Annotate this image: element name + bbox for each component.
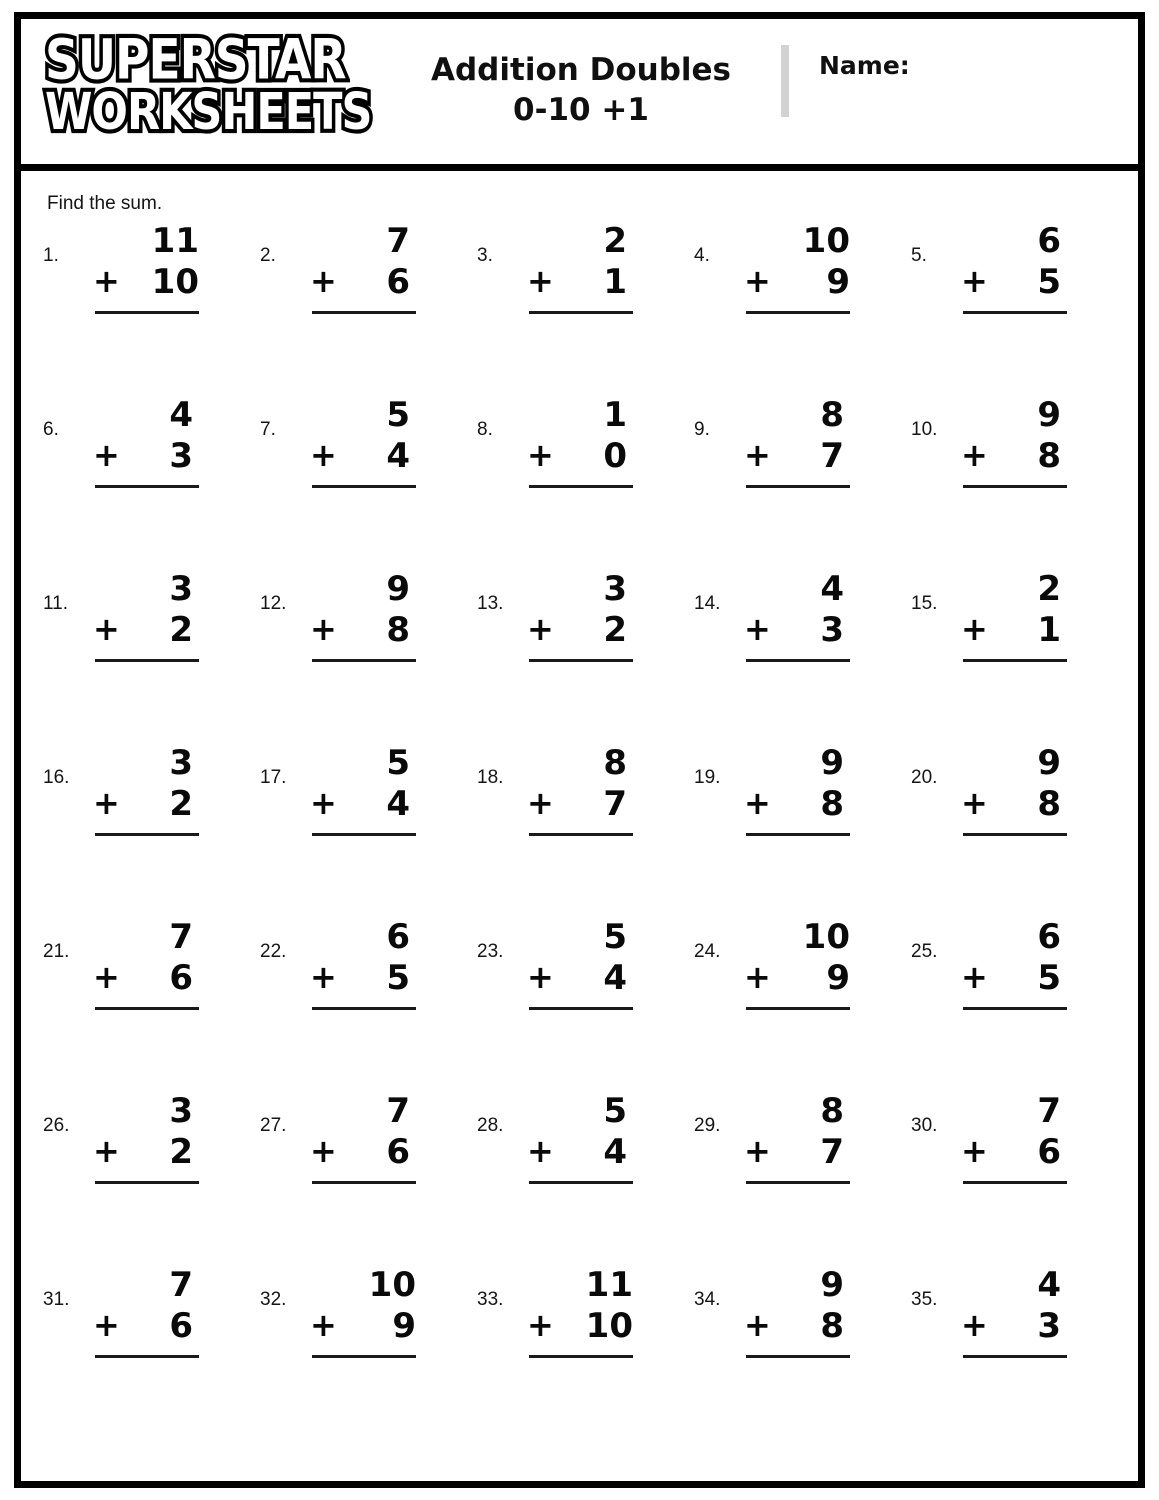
addend-top: 3 <box>603 569 627 609</box>
addend-top: 5 <box>603 1091 627 1131</box>
problem-stack <box>308 1091 420 1184</box>
problem-stack <box>308 1265 420 1358</box>
plus-icon: + <box>744 1132 771 1171</box>
addend-top: 11 <box>585 1265 633 1305</box>
problem-number: 17. <box>260 767 287 788</box>
answer-line[interactable] <box>95 311 199 314</box>
plus-icon: + <box>527 262 554 301</box>
addend-bottom-value: 5 <box>1037 262 1061 303</box>
addend-bottom <box>959 436 1071 477</box>
problem-number: 18. <box>477 767 504 788</box>
plus-icon: + <box>961 1132 988 1171</box>
answer-line[interactable] <box>963 1181 1067 1184</box>
answer-line[interactable] <box>312 485 416 488</box>
addend-bottom <box>959 784 1071 825</box>
answer-line[interactable] <box>312 311 416 314</box>
plus-icon: + <box>744 1306 771 1345</box>
addend-top: 8 <box>820 1091 844 1131</box>
addend-top: 6 <box>1037 221 1061 261</box>
addend-bottom-value: 9 <box>826 262 850 303</box>
problem-stack <box>525 743 637 836</box>
addend-bottom <box>308 784 420 825</box>
plus-icon: + <box>744 958 771 997</box>
addend-bottom <box>525 262 637 303</box>
plus-icon: + <box>961 1306 988 1345</box>
problem-item <box>903 743 1120 917</box>
addend-bottom <box>959 958 1071 999</box>
addend-bottom-value: 10 <box>151 262 199 303</box>
addend-bottom-value: 7 <box>820 1132 844 1173</box>
problem-item <box>252 917 469 1091</box>
addend-bottom <box>742 262 854 303</box>
addend-bottom <box>959 262 1071 303</box>
addend-bottom-value: 4 <box>386 784 410 825</box>
answer-line[interactable] <box>529 833 633 836</box>
answer-line[interactable] <box>312 1181 416 1184</box>
problem-item <box>469 1091 686 1265</box>
plus-icon: + <box>310 610 337 649</box>
answer-line[interactable] <box>963 485 1067 488</box>
problem-stack <box>959 743 1071 836</box>
page-title <box>381 19 781 130</box>
problem-number: 30. <box>911 1115 938 1136</box>
problem-item <box>35 917 252 1091</box>
problem-item <box>686 221 903 395</box>
problem-item <box>686 743 903 917</box>
problem-item <box>686 1265 903 1439</box>
problem-stack <box>525 1265 637 1358</box>
problem-item <box>469 743 686 917</box>
plus-icon: + <box>93 262 120 301</box>
plus-icon: + <box>961 958 988 997</box>
problem-stack <box>525 1091 637 1184</box>
answer-line[interactable] <box>963 659 1067 662</box>
addend-top: 6 <box>386 917 410 957</box>
problem-number: 7. <box>260 419 276 440</box>
addend-bottom-value: 5 <box>1037 958 1061 999</box>
addend-bottom <box>308 1132 420 1173</box>
logo-line-worksheets: WORKSHEETS <box>45 83 372 143</box>
answer-line[interactable] <box>746 485 850 488</box>
answer-line[interactable] <box>746 833 850 836</box>
problem-stack <box>742 1265 854 1358</box>
problem-stack <box>959 1091 1071 1184</box>
addend-top: 8 <box>603 743 627 783</box>
problem-number: 11. <box>43 593 69 614</box>
addend-bottom-value: 6 <box>169 1306 193 1347</box>
plus-icon: + <box>527 958 554 997</box>
addend-bottom-value: 5 <box>386 958 410 999</box>
problem-item <box>35 569 252 743</box>
addend-bottom-value: 4 <box>603 958 627 999</box>
problem-item <box>35 395 252 569</box>
addend-bottom <box>742 958 854 999</box>
answer-line[interactable] <box>963 833 1067 836</box>
addend-bottom <box>308 958 420 999</box>
addend-bottom-value: 7 <box>603 784 627 825</box>
answer-line[interactable] <box>95 1181 199 1184</box>
answer-line[interactable] <box>312 659 416 662</box>
addend-bottom <box>525 784 637 825</box>
addend-bottom-value: 8 <box>820 1306 844 1347</box>
problem-number: 35. <box>911 1289 938 1310</box>
addend-bottom <box>91 436 203 477</box>
addend-top: 5 <box>386 395 410 435</box>
plus-icon: + <box>961 610 988 649</box>
plus-icon: + <box>527 610 554 649</box>
answer-line[interactable] <box>963 311 1067 314</box>
plus-icon: + <box>310 1306 337 1345</box>
answer-line[interactable] <box>95 1007 199 1010</box>
problem-item <box>903 1091 1120 1265</box>
addend-top: 2 <box>1037 569 1061 609</box>
problem-number: 22. <box>260 941 287 962</box>
addend-bottom-value: 8 <box>386 610 410 651</box>
addend-top: 9 <box>820 1265 844 1305</box>
addend-bottom-value: 2 <box>603 610 627 651</box>
problem-number: 6. <box>43 419 59 440</box>
plus-icon: + <box>310 436 337 475</box>
worksheet-body <box>21 171 1138 1439</box>
plus-icon: + <box>744 436 771 475</box>
addend-bottom-value: 9 <box>826 958 850 999</box>
problem-stack <box>959 1265 1071 1358</box>
problem-item <box>469 395 686 569</box>
problem-number: 14. <box>694 593 721 614</box>
problem-stack <box>308 743 420 836</box>
plus-icon: + <box>93 1132 120 1171</box>
problem-number: 31. <box>43 1289 70 1310</box>
title-line-2: 0-10 +1 <box>513 91 649 128</box>
addend-top: 9 <box>820 743 844 783</box>
addend-bottom <box>742 610 854 651</box>
problem-stack <box>91 395 203 488</box>
addend-bottom <box>308 262 420 303</box>
addend-top: 4 <box>169 395 193 435</box>
problem-number: 25. <box>911 941 938 962</box>
problem-stack <box>742 743 854 836</box>
problem-stack <box>91 221 203 314</box>
addend-top: 3 <box>169 743 193 783</box>
brand-logo <box>21 19 381 143</box>
problem-stack <box>742 1091 854 1184</box>
plus-icon: + <box>527 1132 554 1171</box>
problem-stack <box>91 1091 203 1184</box>
addend-top: 9 <box>1037 395 1061 435</box>
addend-bottom-value: 6 <box>1037 1132 1061 1173</box>
addend-bottom-value: 0 <box>603 436 627 477</box>
addend-top: 7 <box>1037 1091 1061 1131</box>
addend-top: 8 <box>820 395 844 435</box>
problem-item <box>252 1265 469 1439</box>
problem-item <box>469 1265 686 1439</box>
answer-line[interactable] <box>95 833 199 836</box>
addend-top: 4 <box>820 569 844 609</box>
problem-number: 34. <box>694 1289 721 1310</box>
problem-item <box>903 395 1120 569</box>
worksheet-page <box>14 12 1145 1488</box>
answer-line[interactable] <box>746 1007 850 1010</box>
problem-stack <box>742 395 854 488</box>
problem-number: 13. <box>477 593 504 614</box>
plus-icon: + <box>961 784 988 823</box>
problem-number: 3. <box>477 245 493 266</box>
problem-item <box>35 221 252 395</box>
plus-icon: + <box>310 784 337 823</box>
plus-icon: + <box>310 958 337 997</box>
addend-bottom-value: 3 <box>820 610 844 651</box>
answer-line[interactable] <box>95 1355 199 1358</box>
plus-icon: + <box>93 610 120 649</box>
problem-stack <box>742 221 854 314</box>
problem-stack <box>91 743 203 836</box>
addend-bottom-value: 3 <box>169 436 193 477</box>
addend-top: 10 <box>802 917 850 957</box>
addend-top: 9 <box>386 569 410 609</box>
problem-number: 9. <box>694 419 710 440</box>
name-field-area <box>781 19 1138 117</box>
problem-item <box>252 395 469 569</box>
addend-bottom-value: 2 <box>169 610 193 651</box>
plus-icon: + <box>93 958 120 997</box>
title-line-1: Addition Doubles <box>431 52 731 88</box>
answer-line[interactable] <box>95 659 199 662</box>
problem-number: 32. <box>260 1289 287 1310</box>
addend-bottom <box>308 1306 420 1347</box>
addend-top: 5 <box>386 743 410 783</box>
addend-bottom-value: 6 <box>169 958 193 999</box>
addend-bottom-value: 3 <box>1037 1306 1061 1347</box>
addend-top: 10 <box>802 221 850 261</box>
answer-line[interactable] <box>312 1355 416 1358</box>
answer-line[interactable] <box>312 833 416 836</box>
addend-top: 10 <box>368 1265 416 1305</box>
addend-bottom <box>91 1306 203 1347</box>
addend-bottom <box>525 958 637 999</box>
problem-number: 2. <box>260 245 276 266</box>
plus-icon: + <box>93 784 120 823</box>
plus-icon: + <box>527 1306 554 1345</box>
problem-number: 26. <box>43 1115 70 1136</box>
problem-item <box>903 221 1120 395</box>
problem-stack <box>959 569 1071 662</box>
problem-stack <box>308 569 420 662</box>
answer-line[interactable] <box>529 485 633 488</box>
answer-line[interactable] <box>529 1181 633 1184</box>
problem-item <box>469 221 686 395</box>
addend-bottom <box>742 436 854 477</box>
problem-number: 15. <box>911 593 938 614</box>
problem-number: 20. <box>911 767 938 788</box>
plus-icon: + <box>961 436 988 475</box>
plus-icon: + <box>744 610 771 649</box>
plus-icon: + <box>310 262 337 301</box>
problem-number: 4. <box>694 245 710 266</box>
problem-stack <box>308 395 420 488</box>
problem-stack <box>742 917 854 1010</box>
problem-item <box>252 221 469 395</box>
problem-number: 24. <box>694 941 721 962</box>
plus-icon: + <box>744 262 771 301</box>
logo-line-superstar: SUPERSTAR <box>45 27 346 93</box>
plus-icon: + <box>961 262 988 301</box>
problem-number: 8. <box>477 419 493 440</box>
header-divider <box>781 45 789 117</box>
problem-item <box>686 395 903 569</box>
addend-bottom <box>308 436 420 477</box>
problem-item <box>903 569 1120 743</box>
addend-bottom <box>525 1132 637 1173</box>
problem-number: 29. <box>694 1115 721 1136</box>
problem-number: 33. <box>477 1289 504 1310</box>
addend-bottom <box>91 1132 203 1173</box>
instruction-text: Find the sum. <box>47 193 163 214</box>
addend-bottom <box>91 262 203 303</box>
problem-number: 23. <box>477 941 504 962</box>
problem-item <box>35 1091 252 1265</box>
addend-bottom <box>525 1306 637 1347</box>
addend-bottom-value: 7 <box>820 436 844 477</box>
problem-stack <box>959 917 1071 1010</box>
problem-item <box>252 1091 469 1265</box>
problem-number: 19. <box>694 767 721 788</box>
problem-number: 5. <box>911 245 927 266</box>
plus-icon: + <box>93 436 120 475</box>
problem-stack <box>91 569 203 662</box>
addend-top: 6 <box>1037 917 1061 957</box>
plus-icon: + <box>527 784 554 823</box>
answer-line[interactable] <box>312 1007 416 1010</box>
addend-top: 3 <box>169 1091 193 1131</box>
addend-bottom-value: 1 <box>1037 610 1061 651</box>
addend-bottom-value: 1 <box>603 262 627 303</box>
problem-stack <box>959 221 1071 314</box>
addend-top: 1 <box>603 395 627 435</box>
problem-item <box>35 1265 252 1439</box>
addend-bottom <box>742 1132 854 1173</box>
addend-bottom-value: 2 <box>169 784 193 825</box>
problem-number: 21. <box>43 941 70 962</box>
problem-stack <box>525 569 637 662</box>
addend-bottom-value: 2 <box>169 1132 193 1173</box>
problem-item <box>469 917 686 1091</box>
addend-top: 9 <box>1037 743 1061 783</box>
addend-bottom <box>91 610 203 651</box>
addend-bottom-value: 8 <box>1037 784 1061 825</box>
problem-item <box>35 743 252 917</box>
addend-top: 4 <box>1037 1265 1061 1305</box>
problem-stack <box>525 395 637 488</box>
answer-line[interactable] <box>95 485 199 488</box>
problem-stack <box>742 569 854 662</box>
addend-bottom <box>525 610 637 651</box>
addend-bottom-value: 6 <box>386 1132 410 1173</box>
plus-icon: + <box>527 436 554 475</box>
problem-stack <box>308 917 420 1010</box>
addend-top: 7 <box>169 917 193 957</box>
addend-top: 7 <box>386 1091 410 1131</box>
addend-bottom <box>742 1306 854 1347</box>
problem-item <box>903 917 1120 1091</box>
addend-top: 2 <box>603 221 627 261</box>
addend-top: 3 <box>169 569 193 609</box>
addend-bottom <box>959 1306 1071 1347</box>
addend-bottom <box>525 436 637 477</box>
problem-stack <box>91 1265 203 1358</box>
problem-number: 28. <box>477 1115 504 1136</box>
problem-item <box>686 569 903 743</box>
addend-bottom-value: 8 <box>820 784 844 825</box>
plus-icon: + <box>310 1132 337 1171</box>
problem-number: 27. <box>260 1115 287 1136</box>
addend-top: 11 <box>151 221 199 261</box>
addend-bottom <box>959 1132 1071 1173</box>
answer-line[interactable] <box>529 1007 633 1010</box>
name-label: Name: <box>819 51 910 80</box>
addend-bottom-value: 9 <box>392 1306 416 1347</box>
problem-number: 16. <box>43 767 70 788</box>
problem-grid <box>21 221 1138 1439</box>
answer-line[interactable] <box>963 1355 1067 1358</box>
problem-number: 10. <box>911 419 938 440</box>
problem-stack <box>308 221 420 314</box>
addend-bottom <box>91 784 203 825</box>
answer-line[interactable] <box>746 1181 850 1184</box>
problem-item <box>252 743 469 917</box>
problem-stack <box>525 917 637 1010</box>
problem-item <box>903 1265 1120 1439</box>
problem-item <box>252 569 469 743</box>
answer-line[interactable] <box>529 1355 633 1358</box>
problem-stack <box>959 395 1071 488</box>
problem-stack <box>91 917 203 1010</box>
problem-item <box>469 569 686 743</box>
addend-bottom <box>959 610 1071 651</box>
addend-bottom <box>91 958 203 999</box>
plus-icon: + <box>744 784 771 823</box>
answer-line[interactable] <box>746 311 850 314</box>
addend-bottom-value: 4 <box>603 1132 627 1173</box>
answer-line[interactable] <box>746 1355 850 1358</box>
problem-item <box>686 917 903 1091</box>
problem-number: 12. <box>260 593 287 614</box>
problem-stack <box>525 221 637 314</box>
addend-bottom-value: 4 <box>386 436 410 477</box>
addend-bottom <box>742 784 854 825</box>
addend-bottom <box>308 610 420 651</box>
answer-line[interactable] <box>529 659 633 662</box>
addend-top: 7 <box>169 1265 193 1305</box>
problem-number: 1. <box>43 245 59 266</box>
answer-line[interactable] <box>963 1007 1067 1010</box>
addend-top: 7 <box>386 221 410 261</box>
worksheet-header <box>21 19 1138 171</box>
addend-bottom-value: 10 <box>585 1306 633 1347</box>
answer-line[interactable] <box>529 311 633 314</box>
addend-top: 5 <box>603 917 627 957</box>
addend-bottom-value: 8 <box>1037 436 1061 477</box>
plus-icon: + <box>93 1306 120 1345</box>
answer-line[interactable] <box>746 659 850 662</box>
problem-item <box>686 1091 903 1265</box>
addend-bottom-value: 6 <box>386 262 410 303</box>
